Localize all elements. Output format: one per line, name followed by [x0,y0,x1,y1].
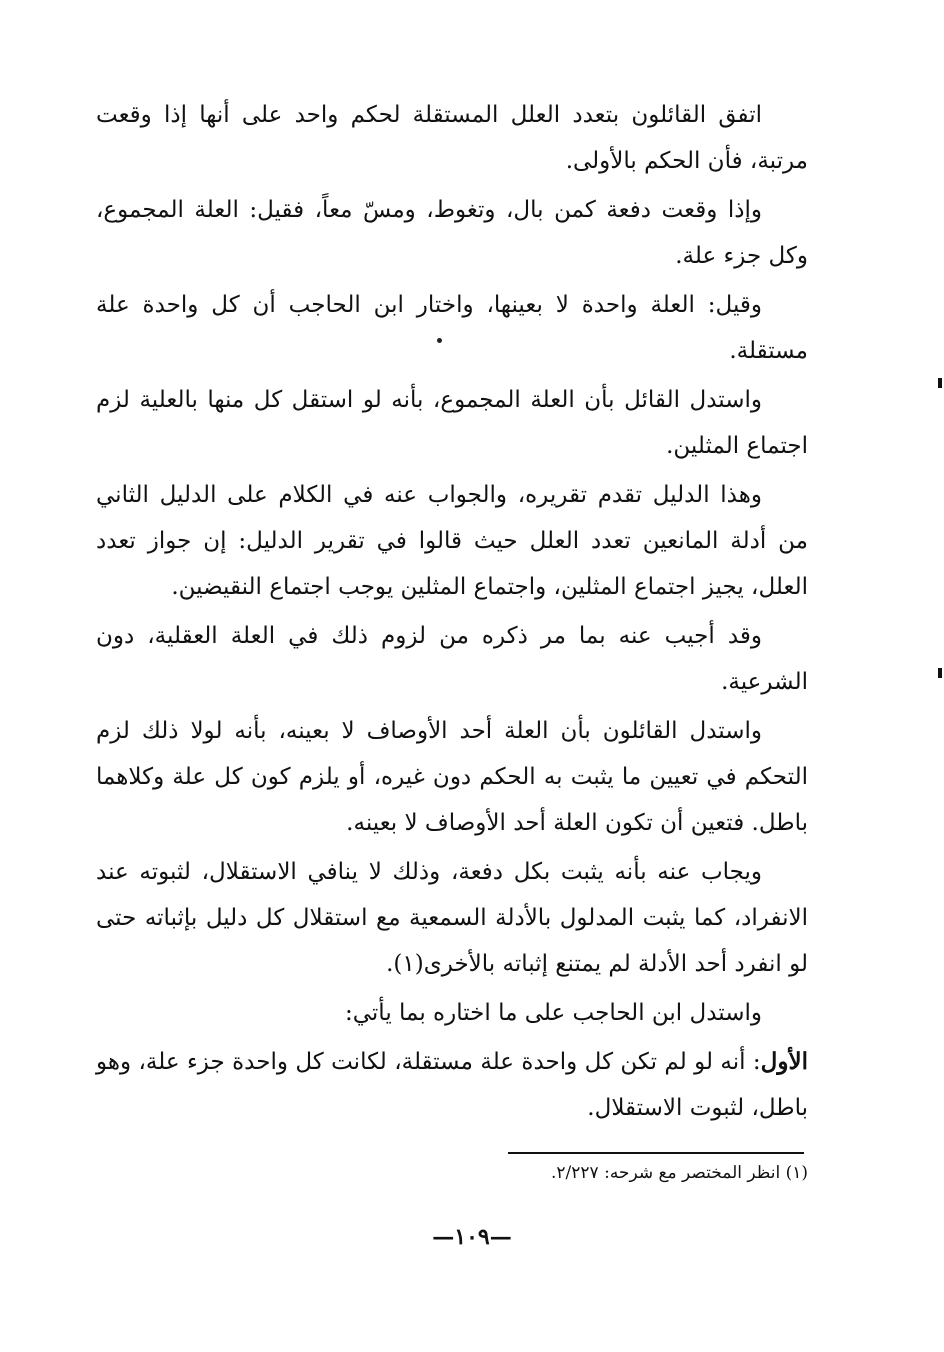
paragraph-3: وقيل: العلة واحدة لا بعينها، واختار ابن الحاجب أن كل واحدة علة مستقلة. [96,292,808,364]
page-number: —١٠٩— [432,1224,512,1250]
scan-speck [437,338,442,343]
paragraph-1: اتفق القائلون بتعدد العلل المستقلة لحكم واحد على أنها إذا وقعت مرتبة، فأن الحكم بالأولى. [96,102,808,174]
paragraph-5: وهذا الدليل تقدم تقريره، والجواب عنه في الكلام على الدليل الثاني من أدلة المانعين تعدد العلل حيث قالوا في تقرير الدليل: إن جواز تعدد العلل، يجيز اجتماع المثلين، واجتماع المثلين يوجب اجتماع النقيضين. [96,482,808,600]
scan-edge-mark [938,378,942,388]
paragraph-9: واستدل ابن الحاجب على ما اختاره بما يأتي: [344,1000,762,1026]
paragraph-8: ويجاب عنه بأنه يثبت بكل دفعة، وذلك لا ينافي الاستقلال، لثبوته عند الانفراد، كما يثبت المدلول بالأدلة السمعية مع استقلال كل دليل بإثباته حتى لو انفرد أحد الأدلة لم يمتنع إثباته بالأخرى(١). [96,859,808,977]
paragraph-4: واستدل القائل بأن العلة المجموع، بأنه لو استقل كل منها بالعلية لزم اجتماع المثلين. [96,387,808,459]
scan-edge-mark [938,668,942,678]
paragraph-2: وإذا وقعت دفعة كمن بال، وتغوط، ومسّ معاً، فقيل: العلة المجموع، وكل جزء علة. [96,197,808,269]
paragraph-7: واستدل القائلون بأن العلة أحد الأوصاف لا بعينه، بأنه لولا ذلك لزم التحكم في تعيين ما يثبت به الحكم دون غيره، أو يلزم كون كل علة وكلاهما باطل. فتعين أن تكون العلة أحد الأوصاف لا بعينه. [96,718,808,836]
footnote: (١) انظر المختصر مع شرحه: ٢/٢٢٧. [551,1163,808,1183]
paragraph-10: الأول: أنه لو لم تكن كل واحدة علة مستقلة، لكانت كل واحدة جزء علة، وهو باطل، لثبوت الاستقلال. [96,1048,808,1121]
paragraph-lead: الأول [760,1048,808,1075]
paragraph-6: وقد أجيب عنه بما مر ذكره من لزوم ذلك في العلة العقلية، دون الشرعية. [96,623,808,695]
footnote-divider [508,1152,804,1154]
page-body [96,92,808,1134]
